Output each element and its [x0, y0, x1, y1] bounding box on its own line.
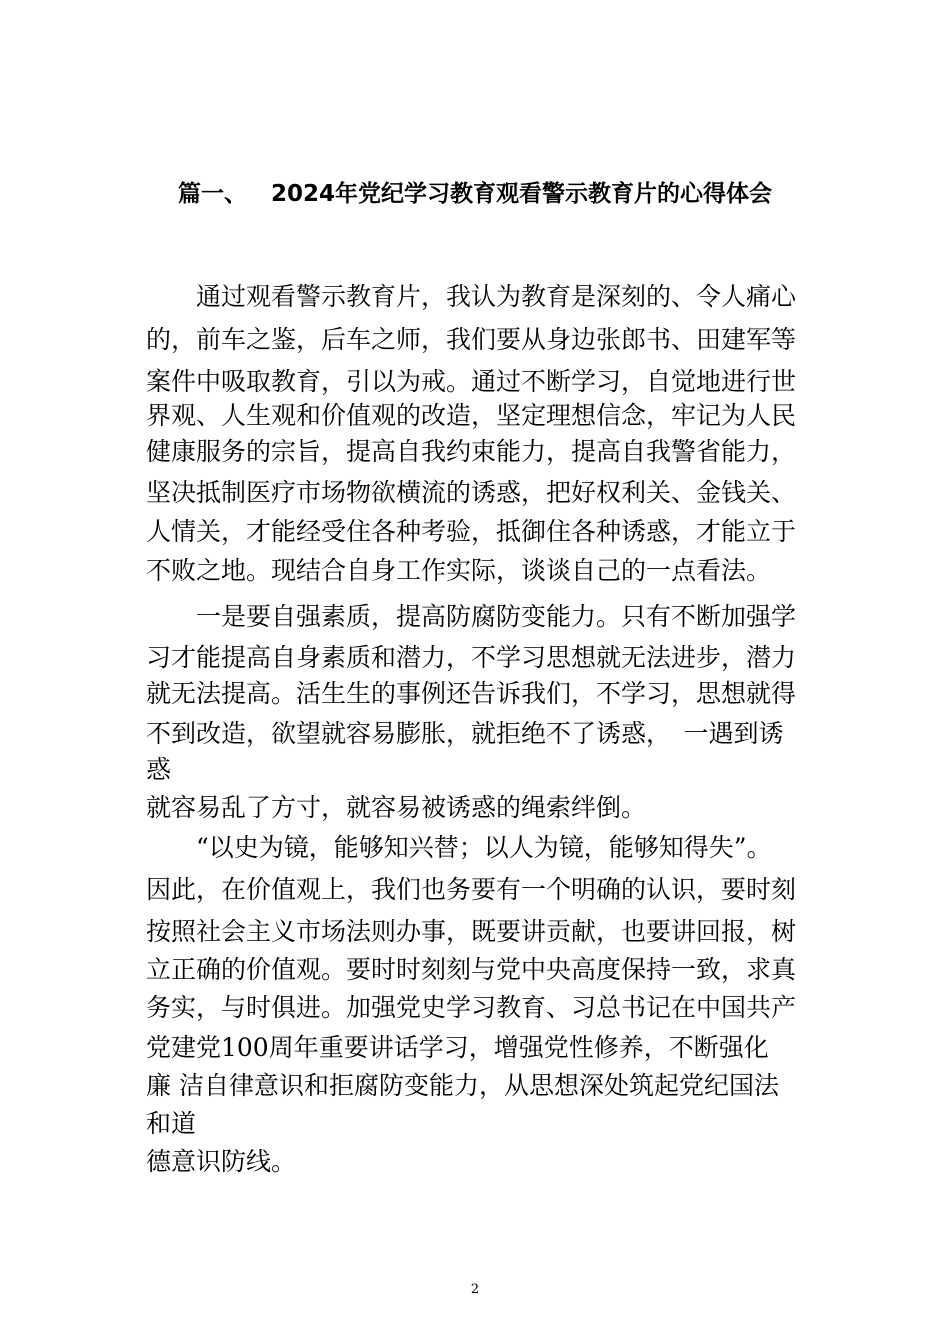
body-line: 和道	[146, 1109, 197, 1138]
body-line: 廉 洁自律意识和拒腐防变能力，从思想深处筑起党纪国法	[146, 1071, 779, 1100]
body-line: 坚决抵制医疗市场物欲横流的诱惑，把好权利关、金钱关、	[146, 478, 797, 507]
body-line: 不到改造，欲望就容易膨胀，就拒绝不了诱惑， 一遇到诱	[146, 719, 784, 748]
body-line: 立正确的价值观。要时时刻刻与党中央高度保持一致，求真	[146, 955, 797, 984]
title-prefix: 篇一、	[177, 181, 247, 207]
body-line: 就容易乱了方寸，就容易被诱惑的绳索绊倒。	[146, 793, 647, 822]
body-line: 健康服务的宗旨，提高自我约束能力，提高自我警省能力，	[146, 437, 797, 466]
document-title	[0, 176, 950, 212]
body-line: 因此，在价值观上，我们也务要有一个明确的认识，要时刻	[146, 875, 797, 904]
body-line: “以史为镜，能够知兴替；以人为镜，能够知得失”。	[146, 833, 772, 862]
page-number: 2	[470, 1282, 480, 1297]
body-line: 党建党100周年重要讲话学习，增强党性修养，不断强化	[146, 1033, 769, 1062]
body-line: 不败之地。现结合自身工作实际，谈谈自己的一点看法。	[146, 556, 772, 585]
body-line: 按照社会主义市场法则办事，既要讲贡献，也要讲回报，树	[146, 917, 797, 946]
body-line: 界观、人生观和价值观的改造，坚定理想信念，牢记为人民	[146, 401, 797, 430]
body-line: 习才能提高自身素质和潜力，不学习思想就无法进步，潜力	[146, 643, 797, 672]
body-line: 德意识防线。	[146, 1147, 297, 1176]
body-line: 的，前车之鉴，后车之师，我们要从身边张郎书、田建军等	[146, 325, 797, 354]
body-line: 就无法提高。活生生的事例还告诉我们，不学习，思想就得	[146, 679, 797, 708]
body-line: 案件中吸取教育，引以为戒。通过不断学习，自觉地进行世	[146, 367, 797, 396]
body-line: 人情关，才能经受住各种考验，抵御住各种诱惑，才能立于	[146, 517, 797, 546]
body-line: 务实，与时俱进。加强党史学习教育、习总书记在中国共产	[146, 993, 797, 1022]
body-line: 通过观看警示教育片，我认为教育是深刻的、令人痛心	[146, 282, 797, 311]
title-main: 2024年党纪学习教育观看警示教育片的心得体会	[270, 181, 772, 207]
body-line: 惑	[146, 755, 172, 784]
body-line: 一是要自强素质，提高防腐防变能力。只有不断加强学	[146, 602, 797, 631]
